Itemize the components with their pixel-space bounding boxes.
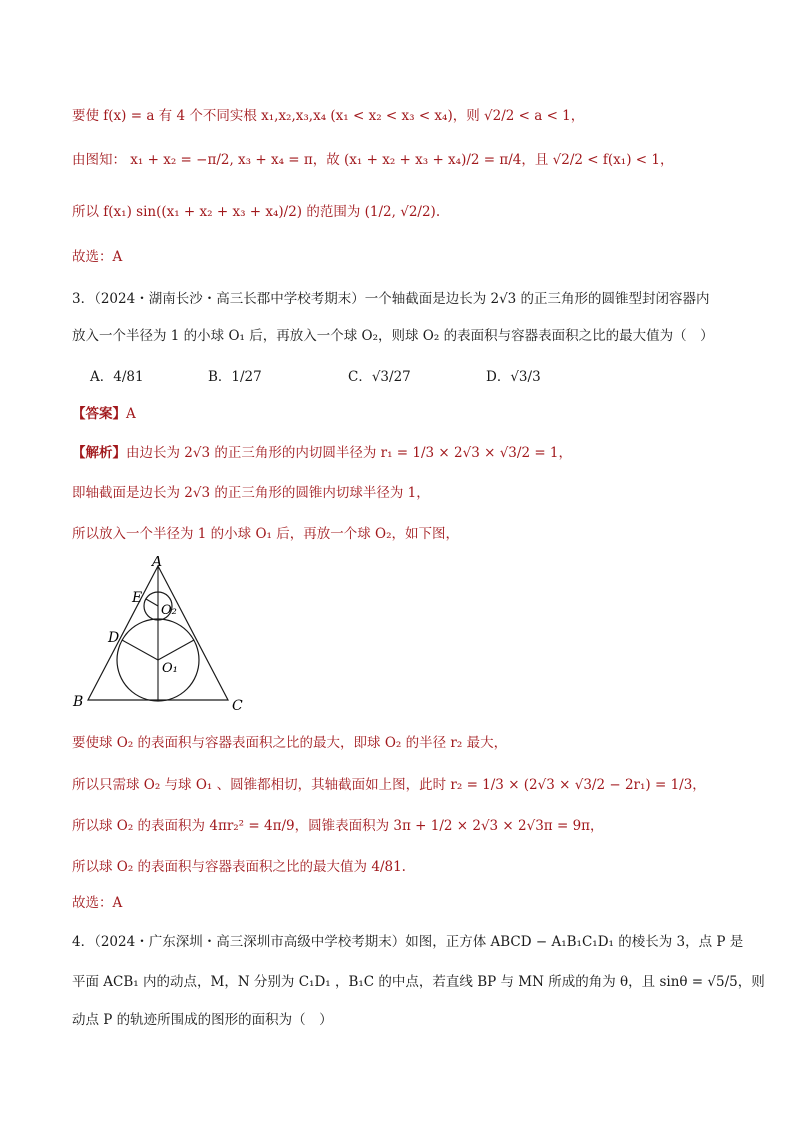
radius-o2-e [146,599,158,606]
q3-analysis-1 [72,443,734,463]
label-a: A [152,556,163,570]
q4-stem-line-1: 4．（2024・广东深圳・高三深圳市高级中学校考期末）如图，正方体 ABCD − A₁B₁C₁D₁ 的棱长为 3，点 P 是 [72,934,744,950]
label-o2: O₂ [161,603,177,618]
radius-o1-right [158,640,194,660]
q3-analysis-7: 所以球 O₂ 的表面积与容器表面积之比的最大值为 4/81. [72,859,406,875]
q3-stem-line-2: 放入一个半径为 1 的小球 O₁ 后，再放入一个球 O₂，则球 O₂ 的表面积与容器表面积之比的最大值为（ ） [72,328,714,344]
q3-option-d: D．√3/3 [486,369,541,385]
analysis-line-1-text: 由边长为 2√3 的正三角形的内切圆半径为 r₁ = 1/3 × 2√3 × √3/2 = 1， [126,445,573,461]
label-c: C [232,698,243,714]
q3-answer [72,404,734,424]
q3-option-c: C．√3/27 [348,369,411,385]
label-o1: O₁ [162,661,178,676]
q4-stem-line-3: 动点 P 的轨迹所围成的图形的面积为（ ） [72,1012,333,1028]
solution-line-1: 要使 f(x) = a 有 4 个不同实根 x₁,x₂,x₃,x₄ (x₁ < x₂ < x₃ < x₄)，则 √2/2 < a < 1， [72,108,585,124]
answer-value: A [126,406,136,422]
q3-analysis-4: 要使球 O₂ 的表面积与容器表面积之比的最大，即球 O₂ 的半径 r₂ 最大， [72,735,508,751]
solution-line-3: 所以 f(x₁) sin((x₁ + x₂ + x₃ + x₄)/2) 的范围为 (1/2, √2/2). [72,204,441,220]
label-b: B [73,694,84,710]
cone-cross-section-figure [70,556,250,716]
solution-line-4: 故选：A [72,249,123,265]
analysis-tag: 【解析】 [72,445,126,461]
label-e: E [132,590,143,606]
label-d: D [108,630,120,646]
q3-analysis-3: 所以放入一个半径为 1 的小球 O₁ 后，再放一个球 O₂，如下图， [72,526,460,542]
radius-o1-d [122,640,158,660]
q3-analysis-6: 所以球 O₂ 的表面积为 4πr₂² = 4π/9，圆锥表面积为 3π + 1/2 × 2√3 × 2√3π = 9π， [72,818,604,834]
q3-analysis-5: 所以只需球 O₂ 与球 O₁ 、圆锥都相切，其轴截面如上图，此时 r₂ = 1/3 × (2√3 × √3/2 − 2r₁) = 1/3， [72,777,706,793]
q3-final: 故选：A [72,895,123,911]
q3-stem-line-1: 3．（2024・湖南长沙・高三长郡中学校考期末）一个轴截面是边长为 2√3 的正三角形的圆锥型封闭容器内 [72,291,710,307]
q4-stem-line-2: 平面 ACB₁ 内的动点，M，N 分别为 C₁D₁ ，B₁C 的中点，若直线 BP 与 MN 所成的角为 θ，且 sinθ = √5/5，则 [72,974,765,990]
solution-line-2: 由图知： x₁ + x₂ = −π/2, x₃ + x₄ = π，故 (x₁ + x₂ + x₃ + x₄)/2 = π/4，且 √2/2 < f(x₁) < 1， [72,152,674,168]
q3-analysis-2: 即轴截面是边长为 2√3 的正三角形的圆锥内切球半径为 1， [72,485,430,501]
q3-option-b: B．1/27 [208,369,262,385]
answer-tag: 【答案】 [72,406,126,422]
q3-option-a: A．4/81 [90,369,144,385]
